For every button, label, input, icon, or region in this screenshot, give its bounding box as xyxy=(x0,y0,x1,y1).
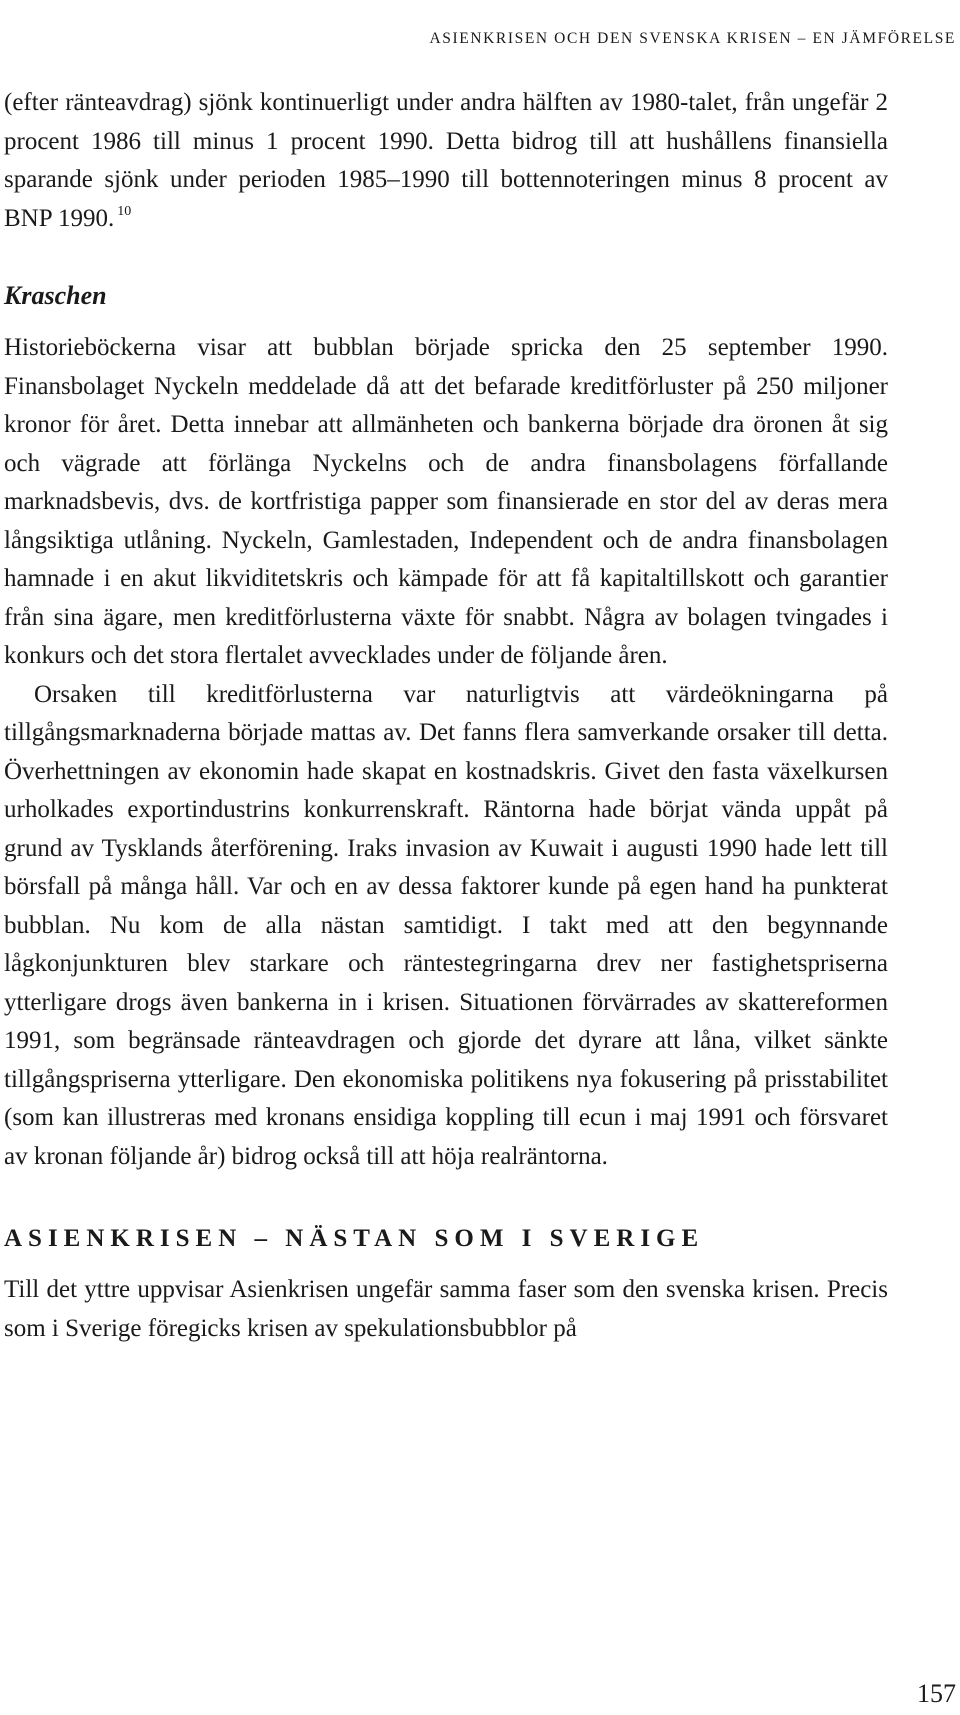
footnote-reference[interactable]: 10 xyxy=(117,203,132,219)
paragraph-4: Till det yttre uppvisar Asienkrisen ungefär samma faser som den svenska krisen. Precis som i Sverige föregicks krisen av spekulationsbubblor på xyxy=(4,1276,888,1342)
paragraph-3: Orsaken till kreditförlusterna var naturligtvis att värdeökningarna på tillgångsmarknaderna började mattas av. Det fanns flera samverkande orsaker till detta. Överhettningen av ekonomin hade skapat en kostnadskris. Givet den fasta växelkursen urholkades exportindustrins konkurrenskraft. Räntorna hade börjat vända uppåt på grund av Tysklands återförening. Iraks invasion av Kuwait i augusti 1990 hade lett till börsfall på många håll. Var och en av dessa faktorer kunde på egen hand ha punkterat bubblan. Nu kom de alla nästan samtidigt. I takt med att den begynnande lågkonjunkturen blev starkare och räntestegringarna drev ner fastighetspriserna ytterligare drogs även bankerna in i krisen. Situationen förvärrades av skattereformen 1991, som begränsade ränteavdragen och gjorde det dyrare att låna, vilket sänkte tillgångspriserna ytterligare. Den ekonomiska politikens nya fokusering på prisstabilitet (som kan illustreras med kronans ensidiga koppling till ecun i maj 1991 och försvaret av kronan följande år) bidrog också till att höja realräntorna. xyxy=(4,680,888,1170)
section-title: ASIENKRISEN – NÄSTAN SOM I SVERIGE xyxy=(4,1225,705,1252)
subheading-kraschen: Kraschen xyxy=(4,281,107,310)
page-number: 157 xyxy=(917,1679,956,1708)
page-body xyxy=(4,84,888,1348)
paragraph-2: Historieböckerna visar att bubblan började spricka den 25 september 1990. Finansbolaget Nyckeln meddelade då att det befarade kreditförluster på 250 miljoner kronor för året. Detta innebar att allmänheten och bankerna började dra öronen åt sig och vägrade att förlänga Nyckelns och de andra finansbolagens förfallande marknadsbevis, dvs. de kortfristiga papper som finansierade en stor del av deras mera långsiktiga utlåning. Nyckeln, Gamlestaden, Independent och de andra finansbolagen hamnade i en akut likviditetskris och kämpade för att få kapitaltillskott och garantier från sina ägare, men kreditförlusterna växte för snabbt. Några av bolagen tvingades i konkurs och det stora flertalet avvecklades under de följande åren. xyxy=(4,334,888,669)
paragraph-1-text: (efter ränteavdrag) sjönk kontinuerligt under andra hälften av 1980-talet, från ungefär 2 procent 1986 till minus 1 procent 1990. Detta bidrog till att hushållens finansiella sparande sjönk under perioden 1985–1990 till bottennoteringen minus 8 procent av BNP 1990. xyxy=(4,89,888,232)
running-head: ASIENKRISEN OCH DEN SVENSKA KRISEN – EN JÄMFÖRELSE xyxy=(429,30,956,47)
paragraph-1 xyxy=(4,84,888,238)
